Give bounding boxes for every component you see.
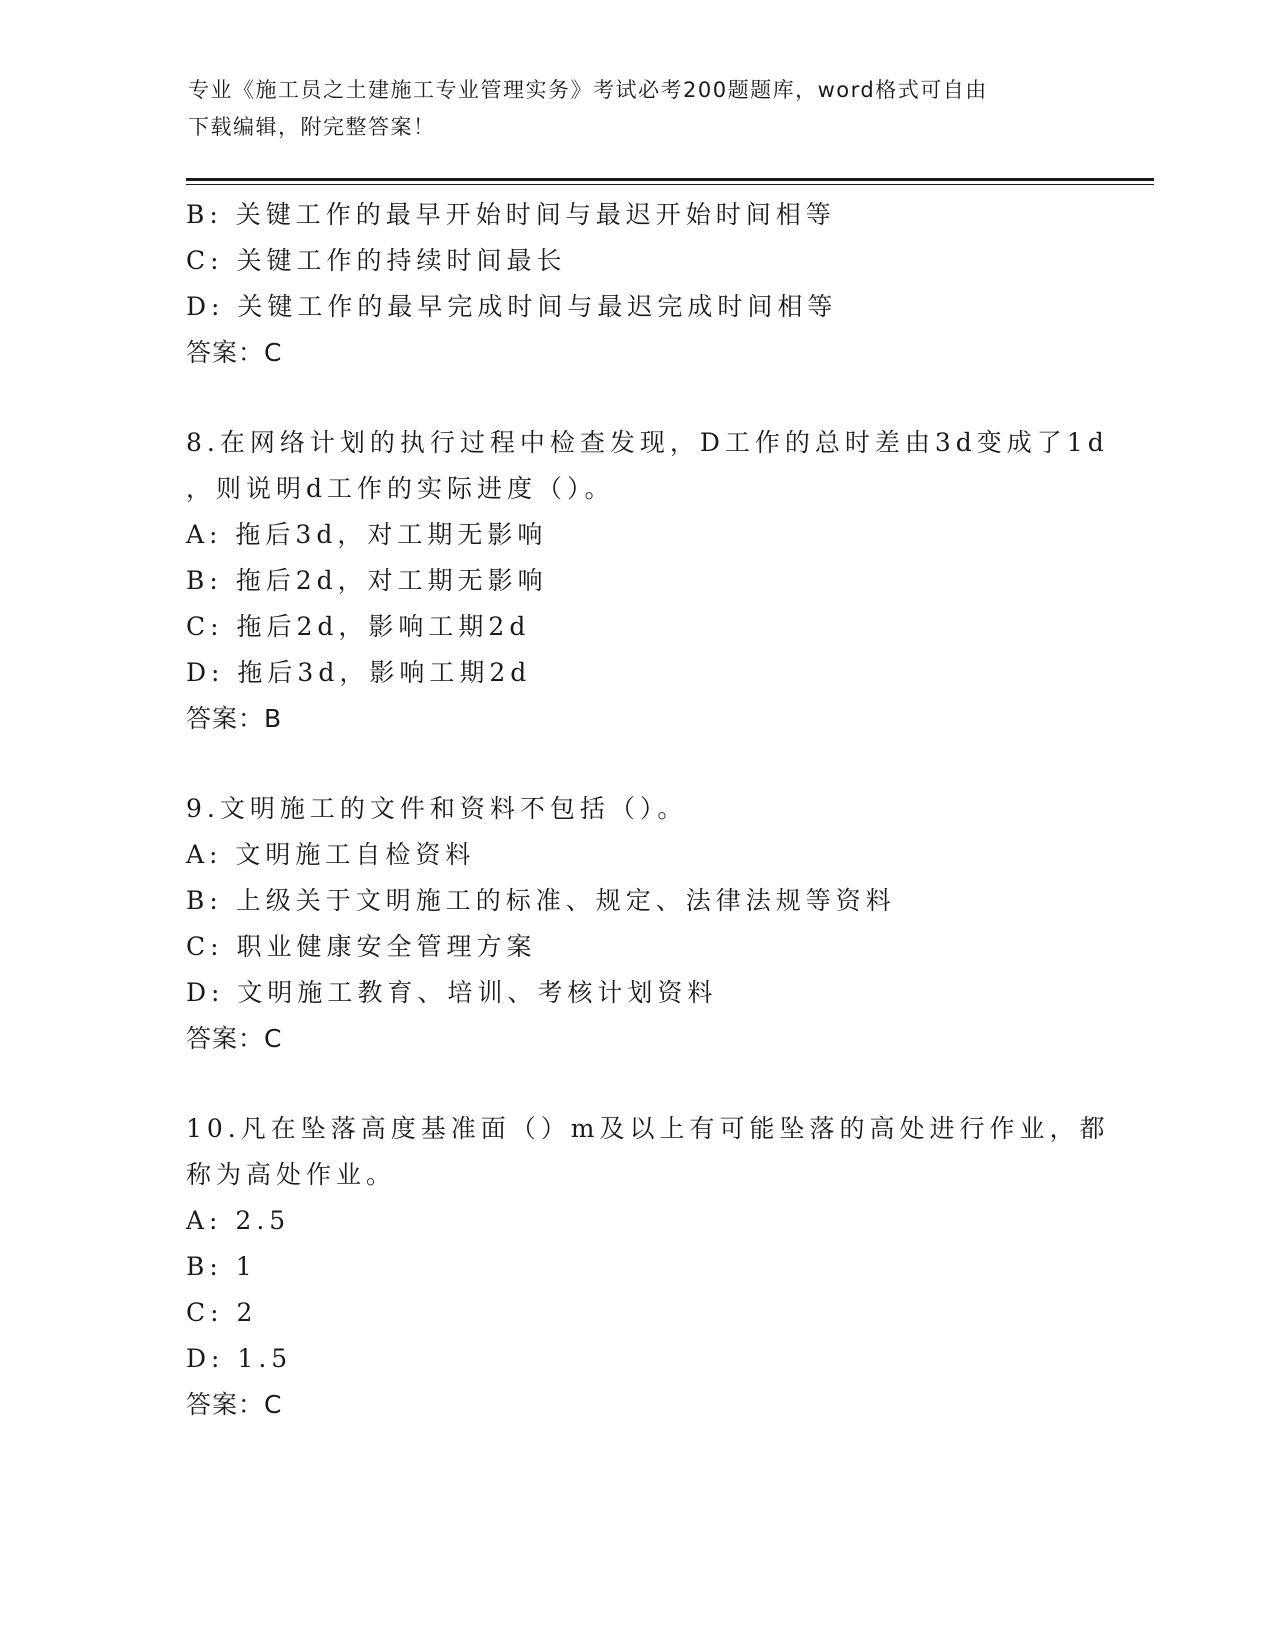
- spacer: [186, 376, 1106, 420]
- header-line-1: 专业《施工员之土建施工专业管理实务》考试必考200题题库，word格式可自由: [188, 78, 988, 102]
- option-b: B: 拖后2d，对工期无影响: [186, 566, 548, 595]
- question-block-7: [186, 192, 1106, 376]
- option-d: D: 关键工作的最早完成时间与最迟完成时间相等: [186, 292, 838, 321]
- option-b: B: 关键工作的最早开始时间与最迟开始时间相等: [186, 200, 836, 229]
- option-a: A: 拖后3d，对工期无影响: [186, 520, 548, 549]
- question-stem: 10.凡在坠落高度基准面（）m及以上有可能坠落的高处进行作业，都: [186, 1114, 1110, 1143]
- question-block-10: [186, 1106, 1110, 1428]
- question-stem-continued: ，则说明d工作的实际进度（）。: [186, 474, 615, 503]
- spacer: [186, 742, 1106, 786]
- question-block-8: [186, 420, 1109, 742]
- question-list: [186, 192, 1110, 1428]
- header-divider-thick: [186, 178, 1154, 181]
- answer-line: 答案：C: [186, 1390, 283, 1419]
- option-b: B: 上级关于文明施工的标准、规定、法律法规等资料: [186, 886, 896, 915]
- answer-line: 答案：B: [186, 704, 283, 733]
- header-line-2: 下载编辑，附完整答案！: [188, 115, 436, 139]
- option-d: D: 拖后3d，影响工期2d: [186, 658, 532, 687]
- question-block-9: [186, 786, 1106, 1062]
- header-divider-thin: [186, 184, 1154, 185]
- question-stem: 8.在网络计划的执行过程中检查发现，D工作的总时差由3d变成了1d: [186, 428, 1109, 457]
- spacer: [186, 1062, 1106, 1106]
- question-stem: 9.文明施工的文件和资料不包括（）。: [186, 794, 688, 823]
- answer-line: 答案：C: [186, 1024, 283, 1053]
- option-a: A: 2.5: [186, 1206, 291, 1235]
- option-a: A: 文明施工自检资料: [186, 840, 476, 869]
- option-c: C: 关键工作的持续时间最长: [186, 246, 567, 275]
- option-c: C: 拖后2d，影响工期2d: [186, 612, 531, 641]
- question-stem-continued: 称为高处作业。: [186, 1160, 397, 1189]
- document-header: [188, 72, 1088, 146]
- option-c: C: 2: [186, 1298, 258, 1327]
- option-c: C: 职业健康安全管理方案: [186, 932, 537, 961]
- answer-line: 答案：C: [186, 338, 283, 367]
- option-d: D: 1.5: [186, 1344, 293, 1373]
- option-d: D: 文明施工教育、培训、考核计划资料: [186, 978, 718, 1007]
- option-b: B: 1: [186, 1252, 257, 1281]
